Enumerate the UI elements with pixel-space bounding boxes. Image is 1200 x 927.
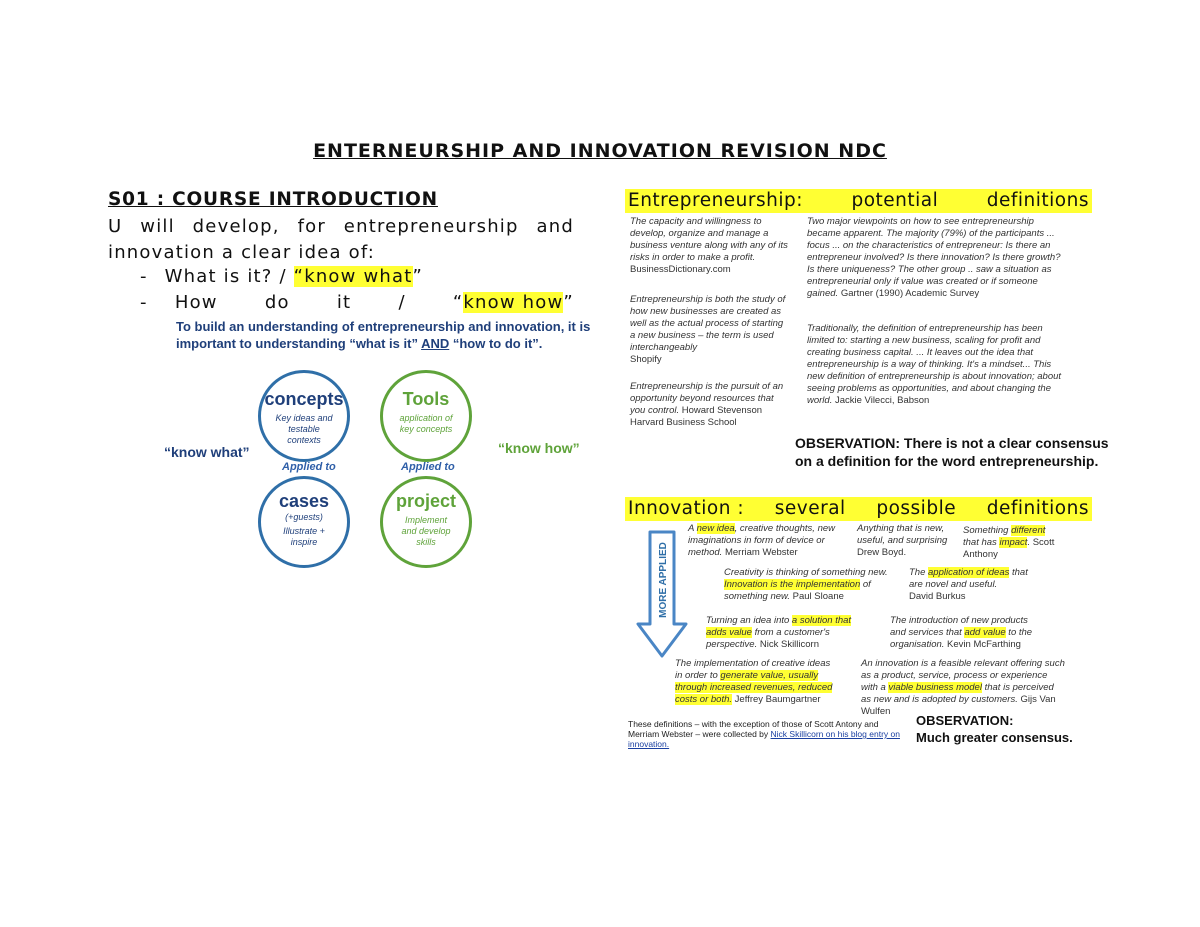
observation-line: OBSERVATION: bbox=[916, 713, 1014, 728]
quote-text: Entrepreneurship is the pursuit of an opportunity beyond resources that you control. bbox=[630, 381, 784, 416]
entrepreneurship-observation bbox=[795, 434, 1109, 470]
quote-text: Two major viewpoints on how to see entrepreneurship became apparent. The majority (79%) of the participants ... focus ... on the characteristics of entrepreneur: Is there an entrepreneur involved? Is there innovation? Is there growth? Is there uniqueness? The other group .. saw a situation as entrepreneurial only if value was created or if someone gained. bbox=[807, 216, 1061, 299]
quote-shopify bbox=[630, 294, 790, 366]
page-title: ENTERNEURSHIP AND INNOVATION REVISION NDC bbox=[313, 140, 887, 162]
bullet-text: What is it? / bbox=[164, 266, 294, 287]
quote-highlight: new idea bbox=[696, 523, 735, 534]
quote-gartner bbox=[807, 216, 1069, 300]
bullet-word: “ bbox=[452, 292, 464, 313]
header-word: definitions bbox=[986, 190, 1089, 211]
more-applied-arrow bbox=[636, 528, 688, 660]
header-word: possible bbox=[876, 498, 957, 519]
intro-text: U will develop, for entrepreneurship and innovation a clear idea of: bbox=[108, 216, 574, 263]
footnote-link[interactable]: Nick Skillicorn on his blog entry on innovation. bbox=[628, 729, 900, 749]
header-word: several bbox=[774, 498, 846, 519]
innovation-quote-baumgartner bbox=[675, 658, 840, 706]
header-word: Innovation : bbox=[628, 498, 745, 519]
header-word: Entrepreneurship: bbox=[628, 190, 803, 211]
know-how-label: “know how” bbox=[498, 440, 580, 456]
quote-text: Traditionally, the definition of entrepreneurship has been limited to: starting a new business, scaling for profit and creating business capital. ... It leaves out the idea that entrepreneurship is a way of thinking. It's a mindset... This new definition of entrepreneurship is about innovation; about seeing problems as opportunities, and about changing the world. bbox=[807, 323, 1062, 406]
observation-line: OBSERVATION: There is not a clear consensus bbox=[795, 435, 1109, 451]
quote-part: from a customer's perspective. bbox=[706, 627, 830, 650]
quote-part: The bbox=[909, 567, 929, 578]
quote-part: , creative thoughts, new imaginations in form of device or method. bbox=[688, 523, 835, 558]
arrow-label: MORE APPLIED bbox=[658, 542, 669, 618]
quote-part: The implementation of creative ideas in order to bbox=[675, 658, 831, 681]
quote-part: A bbox=[688, 523, 697, 534]
quote-highlight: different bbox=[1011, 525, 1046, 536]
quote-highlight: application of ideas bbox=[928, 567, 1010, 578]
quote-source: Merriam Webster bbox=[724, 547, 798, 558]
project-title: project bbox=[395, 491, 456, 511]
quote-highlight: add value bbox=[964, 627, 1006, 638]
quote-source: Drew Boyd. bbox=[857, 547, 907, 558]
diagram-intro-line2 bbox=[176, 335, 596, 352]
quote-source: Howard Stevenson Harvard Business School bbox=[630, 405, 763, 428]
quote-text: Entrepreneurship is both the study of how new businesses are created as well as the actual process of starting a new business – the term is used interchangeably bbox=[630, 294, 786, 353]
quote-text: Anything that is new, useful, and surprising bbox=[857, 523, 948, 546]
observation-line: on a definition for the word entrepreneurship. bbox=[795, 453, 1099, 469]
bullet-dash: - bbox=[140, 292, 148, 313]
quote-source: David Burkus bbox=[909, 591, 966, 602]
quote-part: that has bbox=[963, 537, 1000, 548]
bullet-word: / bbox=[398, 292, 406, 313]
project-sub: Implement and develop skills bbox=[401, 515, 451, 547]
quote-source: Shopify bbox=[630, 354, 662, 365]
entrepreneurship-header bbox=[625, 189, 1092, 213]
bullet-know-what bbox=[140, 266, 423, 287]
bullet-close-quote: ” bbox=[563, 292, 574, 313]
bullet-word: How bbox=[174, 292, 218, 313]
project-circle bbox=[380, 476, 472, 568]
quote-source: Gartner (1990) Academic Survey bbox=[840, 288, 980, 299]
footnote-text: These definitions – with the exception of those of Scott Antony and Merriam Webster – were collected by bbox=[628, 719, 879, 739]
quote-source: Kevin McFarthing bbox=[947, 639, 1021, 650]
quote-source: Jeffrey Baumgartner bbox=[734, 694, 821, 705]
quote-part: The introduction of new products and services that bbox=[890, 615, 1028, 638]
diagram-intro-and: AND bbox=[421, 336, 450, 351]
cases-sub2: Illustrate + inspire bbox=[283, 526, 325, 547]
innovation-quote-vanwulfen bbox=[861, 658, 1066, 718]
quote-part: of something new. bbox=[724, 579, 871, 602]
tools-circle bbox=[380, 370, 472, 462]
innovation-quote-anthony bbox=[963, 525, 1063, 561]
concepts-title: concepts bbox=[264, 389, 344, 409]
cases-sub: (+guests) bbox=[285, 512, 323, 522]
observation-line: Much greater consensus. bbox=[916, 730, 1073, 745]
quote-source: Nick Skillicorn bbox=[759, 639, 819, 650]
quote-vilecci bbox=[807, 323, 1069, 407]
quote-part: Creativity is thinking of something new. bbox=[724, 567, 888, 578]
innovation-quote-boyd bbox=[857, 523, 952, 559]
header-word: definitions bbox=[986, 498, 1089, 519]
concepts-sub: Key ideas and testable contexts bbox=[275, 413, 333, 445]
know-what-label: “know what” bbox=[164, 444, 250, 460]
innovation-quote-sloane bbox=[724, 567, 889, 603]
section-intro bbox=[108, 214, 574, 266]
innovation-observation bbox=[916, 712, 1073, 746]
quote-source: Jackie Vilecci, Babson bbox=[834, 395, 930, 406]
innovation-quote-skillicorn bbox=[706, 615, 858, 651]
quote-part: Turning an idea into bbox=[706, 615, 792, 626]
quote-highlight: Innovation is the implementation bbox=[724, 579, 861, 590]
concepts-circle bbox=[258, 370, 350, 462]
know-how-highlight: know how bbox=[463, 292, 564, 313]
diagram-intro-part: “how to do it”. bbox=[449, 336, 543, 351]
quote-part: An innovation is a feasible relevant offering such as a product, service, process or experience with a bbox=[861, 658, 1065, 693]
quote-highlight: a solution that adds value bbox=[706, 615, 852, 638]
quote-part: that is perceived as new and is adopted by customers. bbox=[861, 682, 1054, 705]
quote-highlight: impact bbox=[999, 537, 1028, 548]
quote-source: BusinessDictionary.com bbox=[630, 264, 731, 275]
applied-to-right: Applied to bbox=[401, 461, 455, 473]
quote-source: Gijs Van Wulfen bbox=[861, 694, 1056, 717]
know-what-highlight: “know what bbox=[293, 266, 413, 287]
diagram-intro bbox=[176, 318, 596, 352]
bullet-close-quote: ” bbox=[412, 266, 424, 287]
quote-part: to the organisation. bbox=[890, 627, 1033, 650]
quote-part: . bbox=[1027, 537, 1031, 548]
quote-part: that are novel and useful. bbox=[909, 567, 1028, 590]
bullet-dash: - bbox=[140, 266, 148, 287]
innovation-header bbox=[625, 497, 1092, 521]
quote-text: The capacity and willingness to develop, organize and manage a business venture along with any of its risks in order to make a profit. bbox=[630, 216, 788, 263]
quote-part: Something bbox=[963, 525, 1012, 536]
tools-title: Tools bbox=[402, 389, 450, 409]
innovation-footnote bbox=[628, 719, 903, 749]
quote-stevenson bbox=[630, 381, 790, 429]
diagram-intro-part: important to understanding “what is it” bbox=[176, 336, 422, 351]
innovation-quote-webster bbox=[688, 523, 840, 559]
quote-source: Paul Sloane bbox=[792, 591, 844, 602]
innovation-quote-burkus bbox=[909, 567, 1029, 603]
innovation-quote-mcfarthing bbox=[890, 615, 1042, 651]
diagram-intro-line1: To build an understanding of entrepreneurship and innovation, it is bbox=[176, 319, 591, 334]
bullet-word: it bbox=[336, 292, 352, 313]
cases-circle bbox=[258, 476, 350, 568]
quote-highlight: viable business model bbox=[888, 682, 982, 693]
section-heading: S01 : COURSE INTRODUCTION bbox=[108, 189, 438, 210]
cases-title: cases bbox=[278, 491, 330, 511]
tools-sub: application of key concepts bbox=[399, 413, 453, 434]
bullet-word: do bbox=[264, 292, 290, 313]
quote-highlight: generate value, usually through increased revenues, reduced costs or both. bbox=[675, 670, 833, 705]
quote-source: Scott Anthony bbox=[963, 537, 1055, 560]
header-word: potential bbox=[851, 190, 939, 211]
applied-to-left: Applied to bbox=[282, 461, 336, 473]
quote-businessdictionary bbox=[630, 216, 790, 276]
bullet-know-how bbox=[140, 292, 574, 313]
